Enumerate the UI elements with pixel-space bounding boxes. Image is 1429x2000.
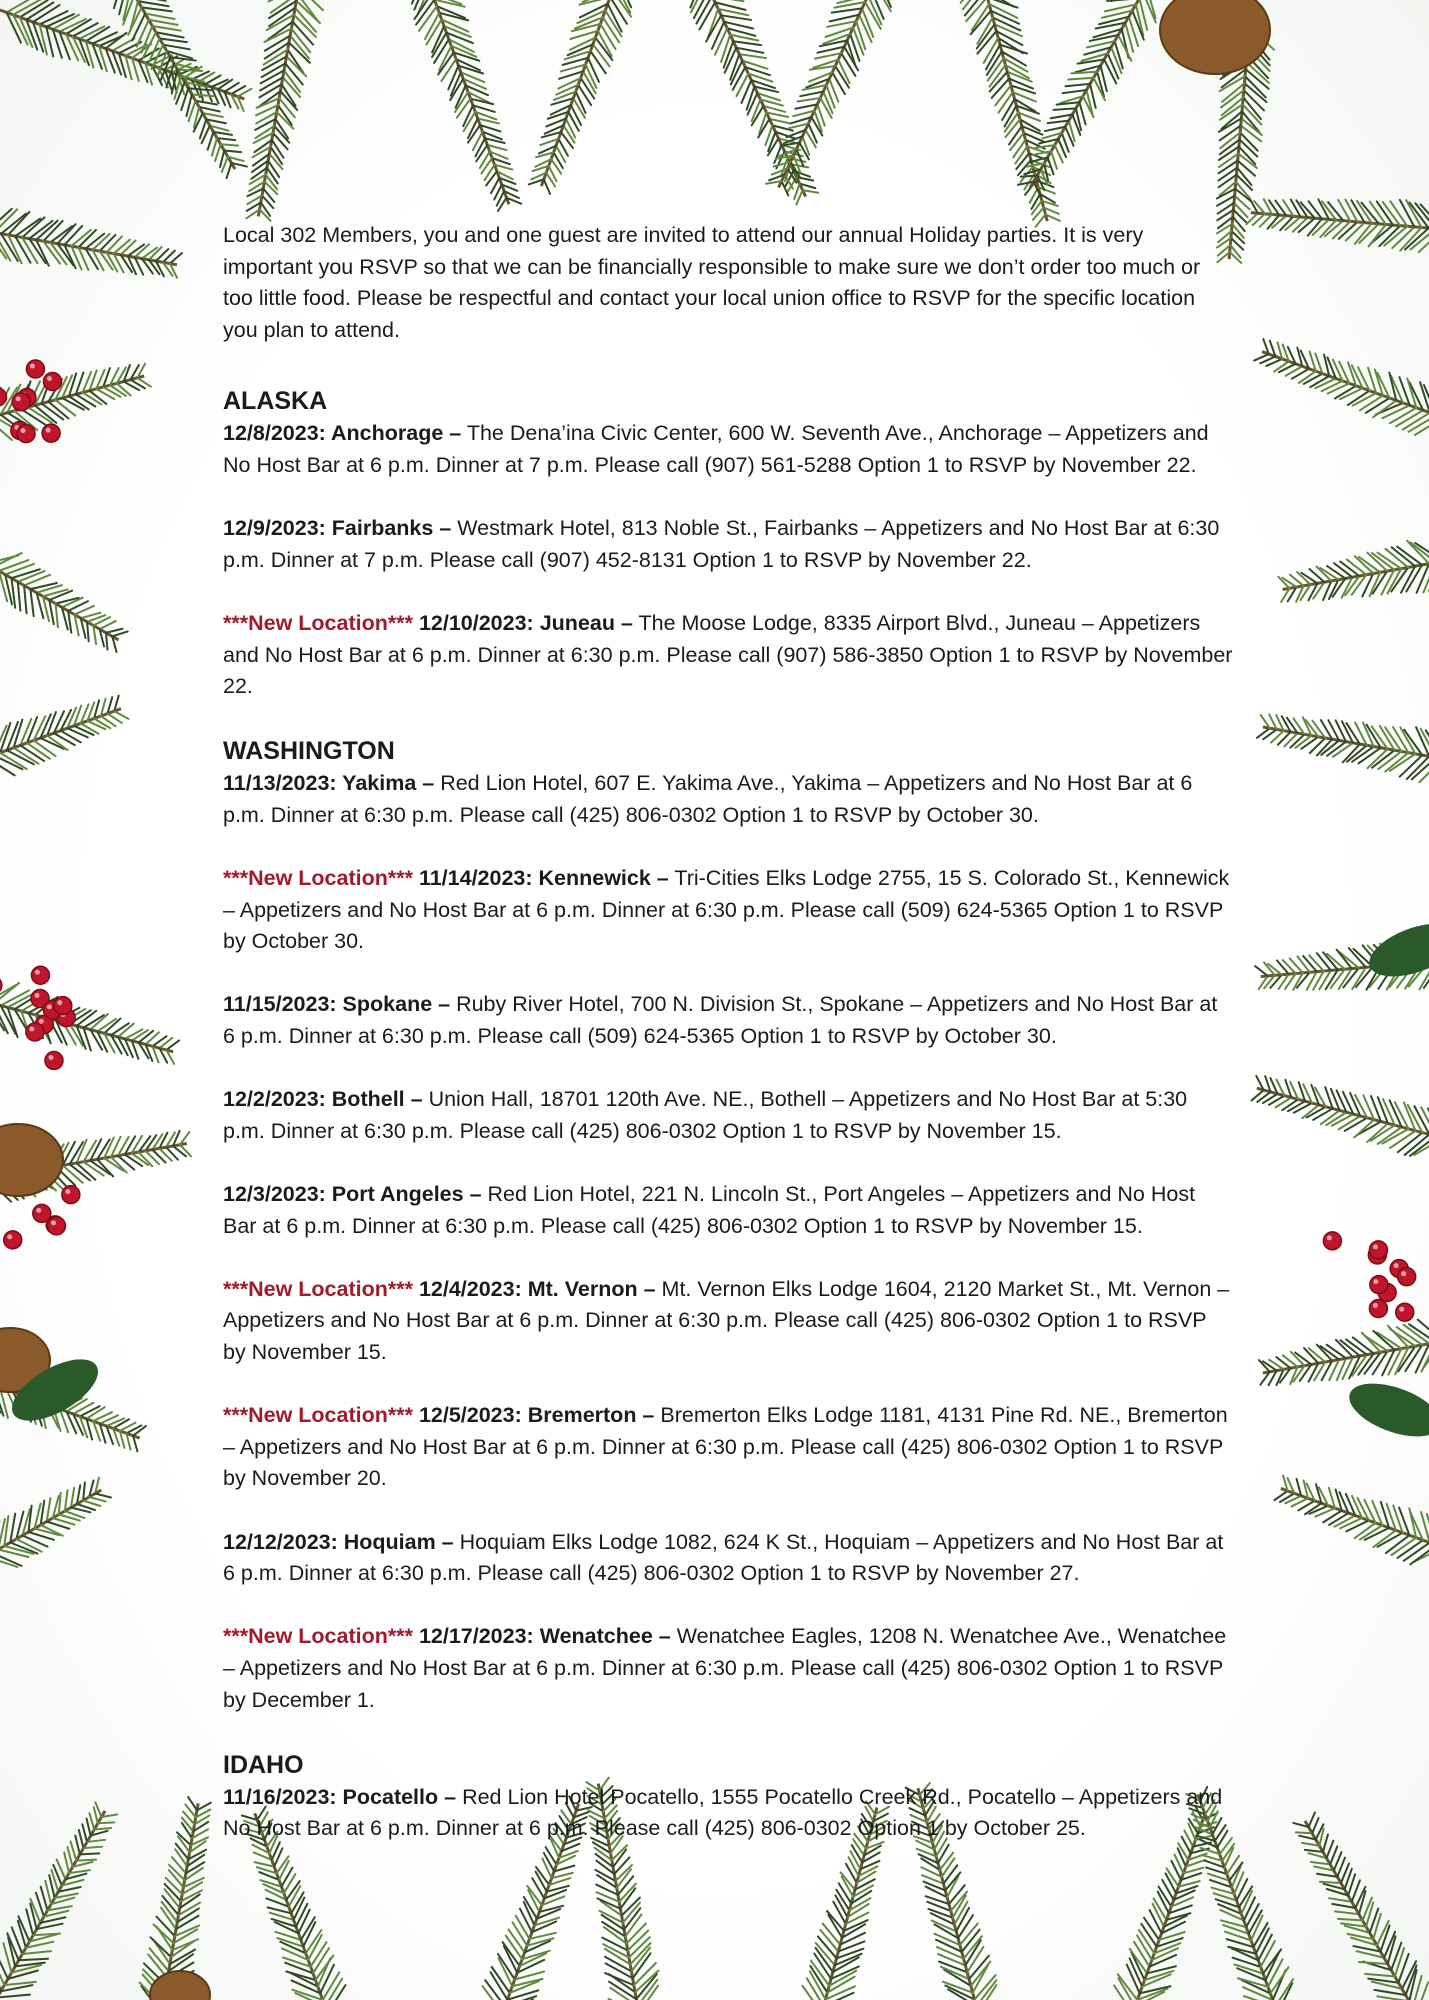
event-date-city: 12/2/2023: Bothell – xyxy=(223,1087,423,1112)
event-item xyxy=(223,1084,1233,1147)
holly-berry-icon xyxy=(1398,1268,1416,1286)
event-date-city: 12/8/2023: Anchorage – xyxy=(223,421,462,446)
pine-branch-icon xyxy=(246,0,322,221)
event-details: Ruby River Hotel, 700 N. Division St., Spokane – Appetizers and No Host Bar at 6 p.m. Dinner at 6:30 p.m. Please call (509) 624-5365 Option 1 to RSVP by October 30. xyxy=(223,992,1218,1049)
pine-branch-icon xyxy=(1278,541,1429,602)
event-item xyxy=(223,1527,1233,1590)
holly-berry-icon xyxy=(1369,1241,1387,1259)
pine-branch-icon xyxy=(1293,1812,1428,2000)
event-details: Red Lion Hotel Pocatello, 1555 Pocatello Creek Rd., Pocatello – Appetizers and No Host Bar at 6 p.m. Dinner at 6 p.m. Please call (425) 806-0302 Option 1 by October 25. xyxy=(223,1784,1223,1841)
event-date-city: 12/4/2023: Mt. Vernon – xyxy=(418,1276,656,1301)
region-section xyxy=(223,384,1233,702)
pine-branch-icon xyxy=(529,0,631,194)
event-details: Wenatchee Eagles, 1208 N. Wenatchee Ave., Wenatchee – Appetizers and No Host Bar at 6 p.m. Dinner at 6:30 p.m. Please call (425) 806-0302 Option 1 to RSVP by December 1. xyxy=(223,1624,1227,1712)
event-details: The Dena’ina Civic Center, 600 W. Seventh Ave., Anchorage – Appetizers and No Host Bar at 6 p.m. Dinner at 7 p.m. Please call (907) 561-5288 Option 1 to RSVP by November 22. xyxy=(223,421,1209,477)
holly-berry-icon xyxy=(1370,1276,1388,1294)
holly-berry-icon xyxy=(44,373,62,391)
holly-berry-icon xyxy=(54,997,72,1015)
pine-branch-icon xyxy=(1257,715,1429,783)
event-details: The Moose Lodge, 8335 Airport Blvd., Juneau – Appetizers and No Host Bar at 6 p.m. Dinner at 6:30 p.m. Please call (907) 586-3850 Option 1 to RSVP by November 22. xyxy=(223,610,1233,699)
new-location-tag: ***New Location*** xyxy=(223,1624,413,1649)
holly-leaf-icon xyxy=(1342,1373,1429,1447)
event-item xyxy=(223,1274,1233,1369)
holly-berry-icon xyxy=(12,393,30,411)
event-date-city: 12/5/2023: Bremerton – xyxy=(418,1403,655,1428)
holly-berry-icon xyxy=(1396,1303,1414,1321)
pine-branch-icon xyxy=(1254,339,1429,435)
event-item xyxy=(223,863,1233,958)
event-item xyxy=(223,418,1233,481)
region-heading: IDAHO xyxy=(223,1750,304,1779)
event-date-city: 11/14/2023: Kennewick – xyxy=(418,866,669,891)
new-location-tag: ***New Location*** xyxy=(223,866,413,891)
holly-berry-icon xyxy=(62,1186,80,1204)
pinecone-icon xyxy=(150,1971,210,2000)
event-date-city: 12/17/2023: Wenatchee – xyxy=(418,1624,671,1649)
pine-branch-icon xyxy=(0,1802,117,2000)
pinecone-icon xyxy=(0,1124,63,1196)
holly-berry-icon xyxy=(1323,1232,1341,1250)
event-details: Hoquiam Elks Lodge 1082, 624 K St., Hoquiam – Appetizers and No Host Bar at 6 p.m. Dinner at 6:30 p.m. Please call (425) 806-0302 Option 1 to RSVP by November 27. xyxy=(223,1529,1224,1586)
event-item xyxy=(223,513,1233,576)
pine-branch-icon xyxy=(404,0,521,211)
event-item xyxy=(223,1782,1233,1845)
holly-berry-icon xyxy=(42,424,60,442)
holly-berry-icon xyxy=(0,976,2,994)
event-date-city: 12/3/2023: Port Angeles – xyxy=(223,1182,482,1207)
holly-berry-icon xyxy=(47,1217,65,1235)
event-date-city: 12/10/2023: Juneau – xyxy=(418,610,633,635)
holly-berry-icon xyxy=(1369,1299,1387,1317)
region-heading: ALASKA xyxy=(223,387,328,416)
pine-branch-icon xyxy=(140,1797,211,2000)
region-heading: WASHINGTON xyxy=(223,737,395,766)
holly-berry-icon xyxy=(26,1023,44,1041)
intro-paragraph: Local 302 Members, you and one guest are invited to attend our annual Holiday parties. It is very important you RSVP so that we can be financially responsible to make sure we don’t order too much or too little food. Please be respectful and contact your local union office to RSVP for the specific location you plan to attend. xyxy=(223,223,1201,342)
pine-branch-icon xyxy=(1259,1320,1429,1385)
event-item xyxy=(223,1400,1233,1495)
holly-berry-icon xyxy=(4,1231,22,1249)
holly-berry-icon xyxy=(17,425,35,443)
holly-berry-icon xyxy=(31,966,49,984)
pine-branch-icon xyxy=(1252,1076,1429,1156)
holly-berry-icon xyxy=(26,360,44,378)
event-details: Tri-Cities Elks Lodge 2755, 15 S. Colorado St., Kennewick – Appetizers and No Host Bar at 6 p.m. Dinner at 6:30 p.m. Please call (509) 624-5365 Option 1 to RSVP by October 30. xyxy=(223,866,1230,954)
event-details: Mt. Vernon Elks Lodge 1604, 2120 Market St., Mt. Vernon – Appetizers and No Host Bar at 6 p.m. Dinner at 6:30 p.m. Please call (425) 806-0302 Option 1 to RSVP by November 15. xyxy=(223,1276,1230,1364)
pine-branch-icon xyxy=(1018,0,1156,196)
event-item xyxy=(223,768,1233,831)
event-item xyxy=(223,608,1233,703)
pine-branch-icon xyxy=(1246,199,1429,252)
event-date-city: 11/13/2023: Yakima – xyxy=(223,771,435,796)
event-details: Red Lion Hotel, 221 N. Lincoln St., Port Angeles – Appetizers and No Host Bar at 6 p.m. Dinner at 6:30 p.m. Please call (425) 806-0302 Option 1 to RSVP by November 15. xyxy=(223,1182,1196,1238)
event-details: Union Hall, 18701 120th Ave. NE., Bothell – Appetizers and No Host Bar at 5:30 p.m. Dinner at 6:30 p.m. Please call (425) 806-0302 Option 1 to RSVP by November 15. xyxy=(223,1087,1188,1143)
event-item xyxy=(223,1179,1233,1242)
flyer-content xyxy=(223,220,1233,1877)
pine-branch-icon xyxy=(0,553,128,652)
event-item xyxy=(223,1621,1233,1716)
event-details: Red Lion Hotel, 607 E. Yakima Ave., Yakima – Appetizers and No Host Bar at 6 p.m. Dinner at 6:30 p.m. Please call (425) 806-0302 Option 1 to RSVP by October 30. xyxy=(223,771,1193,827)
new-location-tag: ***New Location*** xyxy=(223,1403,413,1428)
new-location-tag: ***New Location*** xyxy=(223,610,413,635)
new-location-tag: ***New Location*** xyxy=(223,1276,413,1301)
region-section xyxy=(223,734,1233,1716)
holly-berry-icon xyxy=(45,1051,63,1069)
pine-branch-icon xyxy=(0,1478,111,1567)
event-date-city: 12/9/2023: Fairbanks – xyxy=(223,516,452,541)
pine-branch-icon xyxy=(0,696,128,776)
regions-list xyxy=(223,384,1233,1845)
event-details: Westmark Hotel, 813 Noble St., Fairbanks – Appetizers and No Host Bar at 6:30 p.m. Dinner at 7 p.m. Please call (907) 452-8131 Option 1 to RSVP by November 22. xyxy=(223,516,1220,572)
event-item xyxy=(223,989,1233,1052)
pine-branch-icon xyxy=(0,983,179,1064)
event-date-city: 11/16/2023: Pocatello – xyxy=(223,1784,457,1809)
pine-branch-icon xyxy=(1274,1476,1429,1565)
event-details: Bremerton Elks Lodge 1181, 4131 Pine Rd. NE., Bremerton – Appetizers and No Host Bar at 6 p.m. Dinner at 6:30 p.m. Please call (425) 806-0302 Option 1 to RSVP by November 20. xyxy=(223,1403,1228,1491)
event-date-city: 11/15/2023: Spokane – xyxy=(223,992,451,1017)
pine-branch-icon xyxy=(961,0,1060,227)
holly-berry-icon xyxy=(0,388,7,406)
event-date-city: 12/12/2023: Hoquiam – xyxy=(223,1529,454,1554)
pine-branch-icon xyxy=(0,209,182,278)
region-section xyxy=(223,1748,1233,1845)
